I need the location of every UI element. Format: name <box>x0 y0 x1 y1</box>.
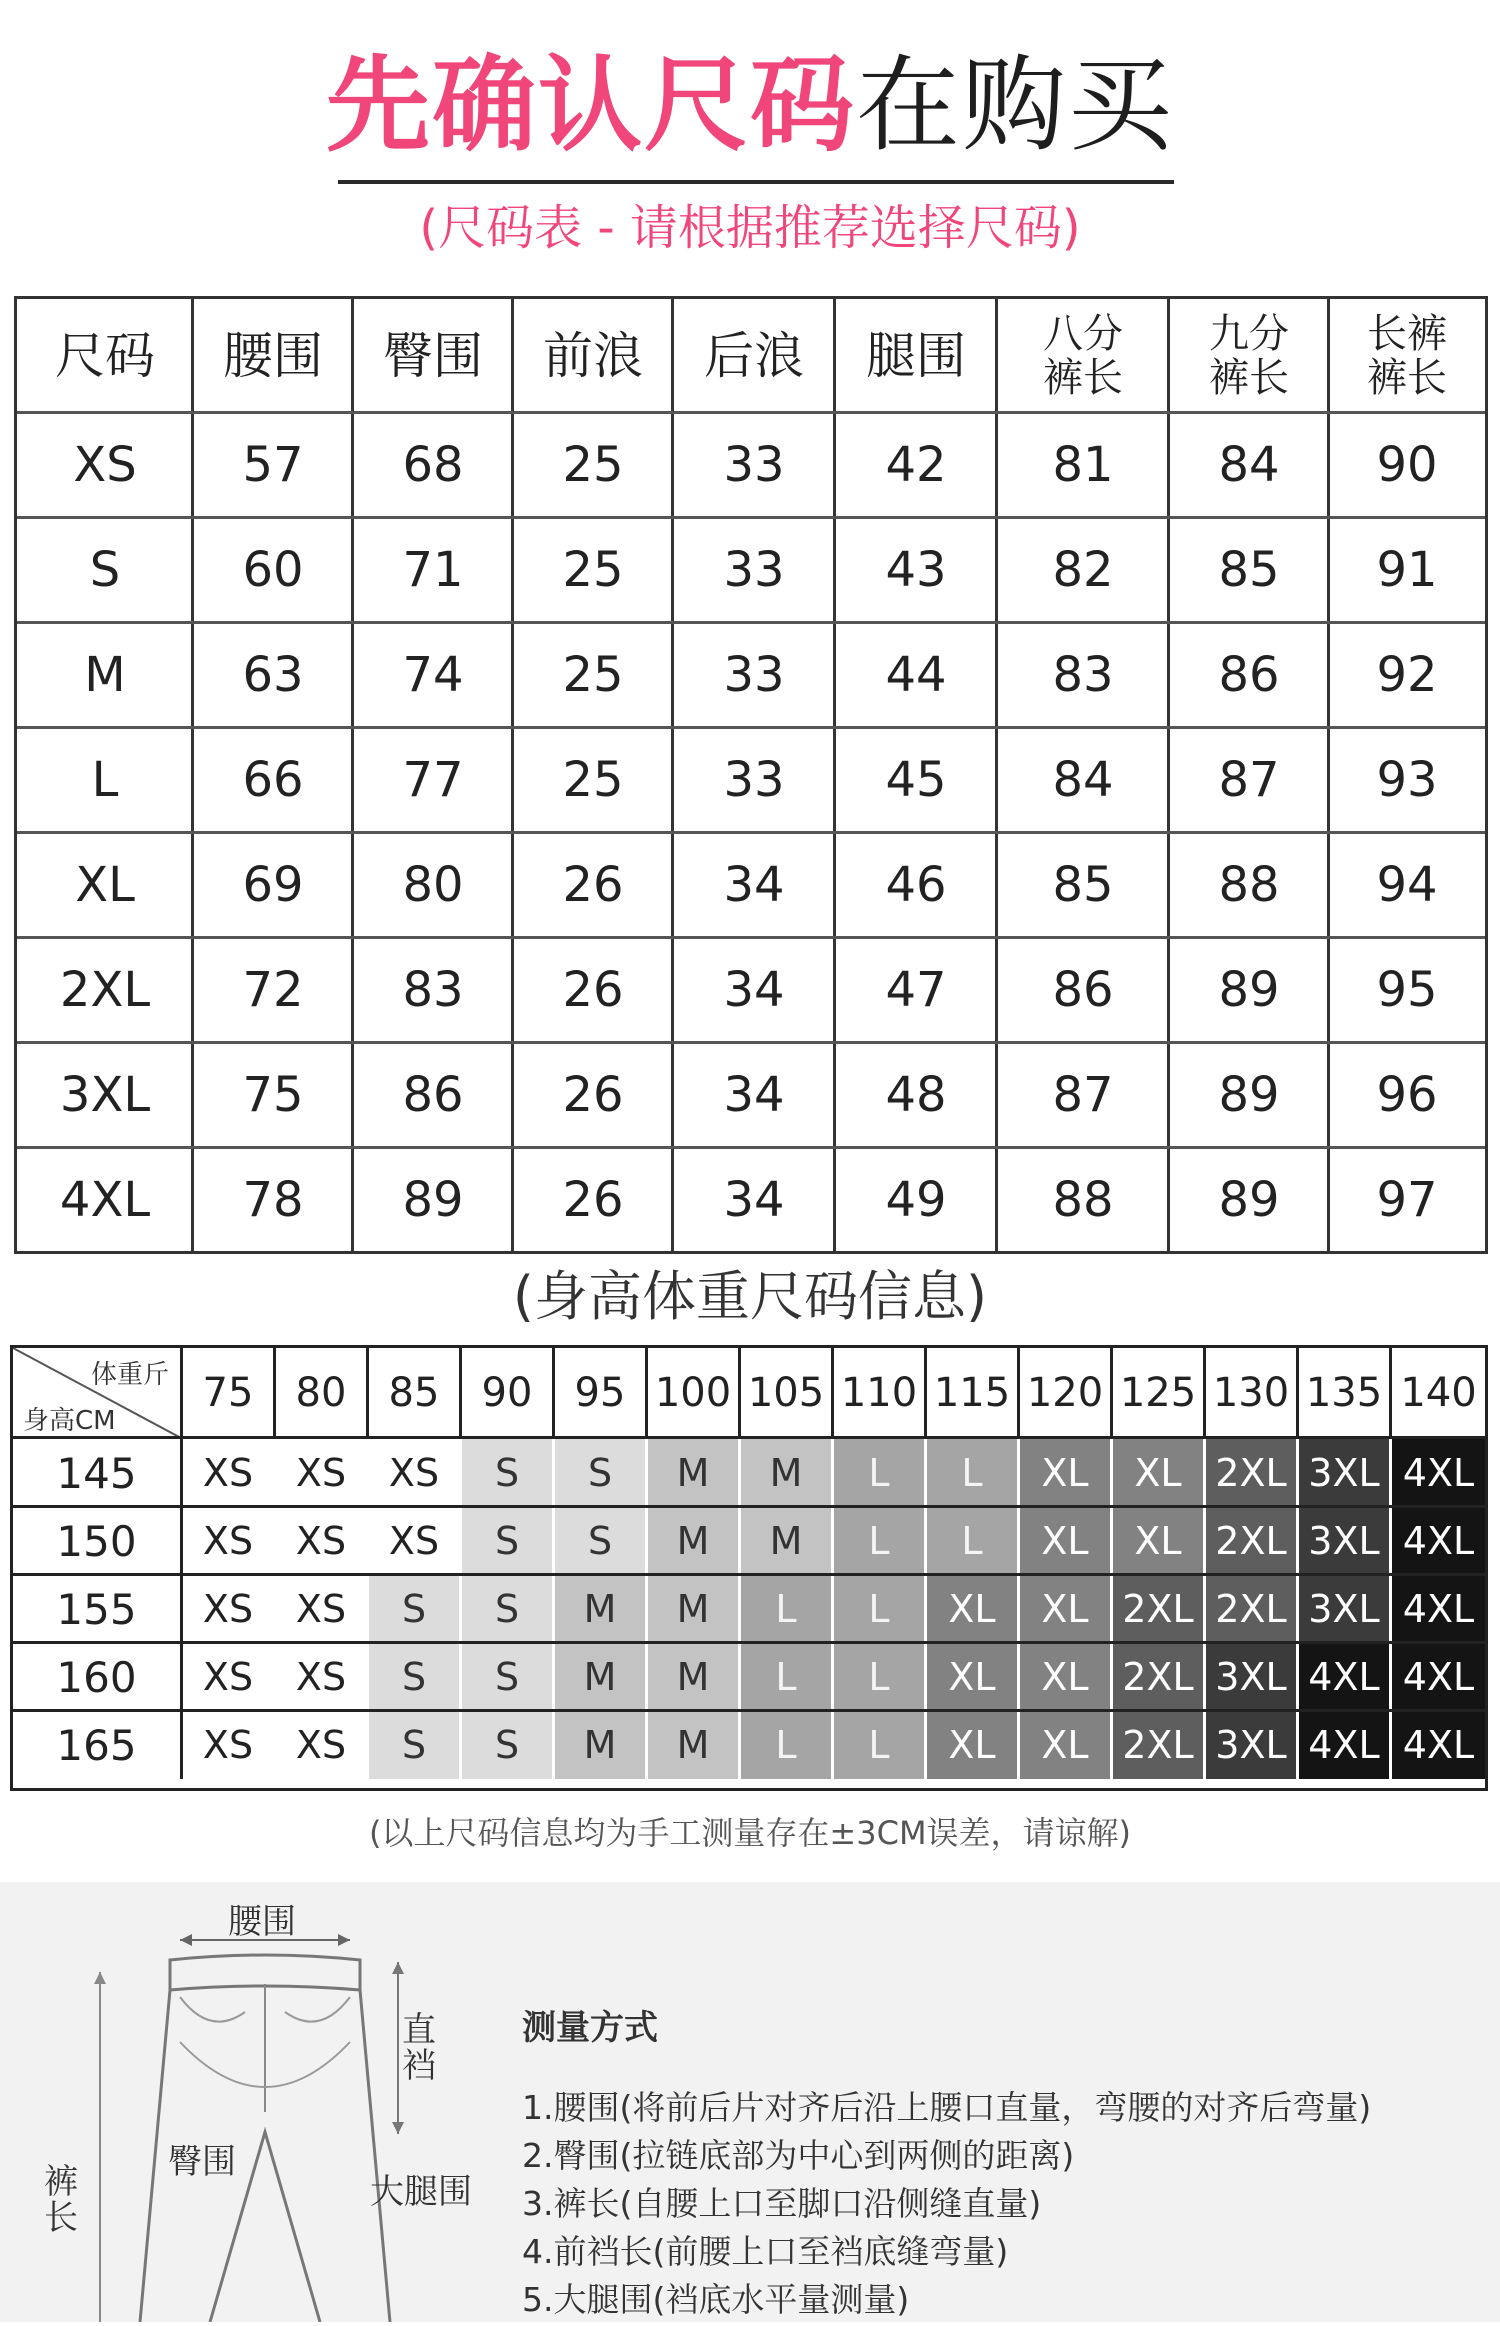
weight-header: 75 <box>183 1348 276 1438</box>
column-divider <box>1167 299 1170 1251</box>
measurement-cell: 33 <box>723 437 785 494</box>
size-recommendation-cell: XS <box>183 1575 276 1643</box>
size-recommendation-cell: S <box>555 1439 648 1507</box>
measurement-cell: 63 <box>242 647 304 704</box>
measurement-cell: 97 <box>1376 1172 1438 1229</box>
measurement-cell: 89 <box>1218 1067 1280 1124</box>
measurement-cell: 85 <box>1218 542 1280 599</box>
measurement-cell: 66 <box>242 752 304 809</box>
column-divider <box>191 299 194 1251</box>
column-header: 后浪 <box>704 326 804 385</box>
measurement-cell: 46 <box>885 857 947 914</box>
figure-label-hip: 臀围 <box>168 2142 236 2182</box>
row-divider <box>17 726 1485 729</box>
size-recommendation-cell: L <box>741 1575 834 1643</box>
weight-header: 95 <box>555 1348 648 1438</box>
measurement-item: 2.臀围(拉链底部为中心到两侧的距离) <box>522 2136 1075 2175</box>
size-recommendation-cell: 2XL <box>1206 1439 1299 1507</box>
size-recommendation-cell: 4XL <box>1392 1439 1485 1507</box>
column-header: 八分 裤长 <box>1043 311 1123 401</box>
size-table-header-row <box>17 299 1485 413</box>
pants-diagram <box>30 1902 500 2322</box>
size-recommendation-cell: 3XL <box>1206 1711 1299 1779</box>
title-rest: 在购买 <box>856 44 1175 166</box>
size-recommendation-cell: M <box>648 1439 741 1507</box>
height-weight-table <box>10 1345 1488 1791</box>
column-header: 腰围 <box>223 326 323 385</box>
size-recommendation-cell: 4XL <box>1392 1643 1485 1711</box>
row-divider <box>13 1573 1485 1576</box>
measurement-cell: 60 <box>242 542 304 599</box>
size-recommendation-cell: XS <box>369 1439 462 1507</box>
size-recommendation-cell: 2XL <box>1113 1575 1206 1643</box>
measurement-cell: 25 <box>562 647 624 704</box>
size-recommendation-cell: XS <box>369 1507 462 1575</box>
size-recommendation-cell: XS <box>183 1439 276 1507</box>
footnote: (以上尺码信息均为手工测量存在±3CM误差，请谅解) <box>368 1814 1132 1852</box>
row-divider <box>13 1709 1485 1712</box>
size-table-row <box>17 833 1485 938</box>
size-recommendation-cell: 2XL <box>1206 1575 1299 1643</box>
size-chart-table <box>14 296 1488 1254</box>
weight-header: 105 <box>741 1348 834 1438</box>
size-table-row <box>17 938 1485 1043</box>
measurement-cell: 34 <box>723 1172 785 1229</box>
height-row-header: 150 <box>13 1507 183 1575</box>
measurement-cell: 81 <box>1052 437 1114 494</box>
measurement-cell: 87 <box>1052 1067 1114 1124</box>
size-recommendation-cell: M <box>648 1575 741 1643</box>
corner-height-label: 身高CM <box>23 1406 116 1436</box>
measurement-cell: 86 <box>1052 962 1114 1019</box>
size-label-cell: L <box>91 752 119 809</box>
size-recommendation-cell: XS <box>183 1643 276 1711</box>
size-recommendation-cell: L <box>741 1643 834 1711</box>
measurement-cell: 96 <box>1376 1067 1438 1124</box>
size-recommendation-cell: S <box>369 1711 462 1779</box>
size-label-cell: XS <box>73 437 137 494</box>
row-divider <box>13 1641 1485 1644</box>
measurement-cell: 83 <box>402 962 464 1019</box>
measurement-cell: 49 <box>885 1172 947 1229</box>
page-title <box>0 40 1500 170</box>
measurement-cell: 33 <box>723 752 785 809</box>
weight-header: 125 <box>1113 1348 1206 1438</box>
size-recommendation-cell: XL <box>1020 1711 1113 1779</box>
size-recommendation-cell: S <box>462 1507 555 1575</box>
size-recommendation-cell: M <box>648 1711 741 1779</box>
measurement-cell: 26 <box>562 1067 624 1124</box>
measurement-title: 测量方式 <box>522 2008 658 2048</box>
size-recommendation-cell: 4XL <box>1299 1711 1392 1779</box>
column-divider <box>511 299 514 1251</box>
size-recommendation-cell: L <box>927 1439 1020 1507</box>
row-divider <box>17 411 1485 414</box>
body-info-caption: (身高体重尺码信息) <box>512 1265 988 1328</box>
size-recommendation-cell: M <box>741 1439 834 1507</box>
measurement-cell: 74 <box>402 647 464 704</box>
figure-label-waist: 腰围 <box>228 1902 296 1942</box>
measurement-cell: 26 <box>562 1172 624 1229</box>
measurement-cell: 26 <box>562 857 624 914</box>
measurement-cell: 34 <box>723 962 785 1019</box>
measurement-cell: 75 <box>242 1067 304 1124</box>
size-recommendation-cell: XL <box>1020 1439 1113 1507</box>
measurement-cell: 85 <box>1052 857 1114 914</box>
size-recommendation-cell: XL <box>927 1711 1020 1779</box>
size-recommendation-cell: L <box>834 1711 927 1779</box>
title-highlight: 先确认尺码 <box>325 44 856 166</box>
size-table-row <box>17 623 1485 728</box>
measurement-cell: 43 <box>885 542 947 599</box>
size-recommendation-cell: M <box>648 1507 741 1575</box>
size-recommendation-cell: S <box>462 1643 555 1711</box>
size-recommendation-cell: XL <box>1113 1439 1206 1507</box>
measurement-cell: 44 <box>885 647 947 704</box>
row-divider <box>17 516 1485 519</box>
weight-header: 120 <box>1020 1348 1113 1438</box>
measurement-cell: 94 <box>1376 857 1438 914</box>
size-recommendation-cell: XL <box>1020 1507 1113 1575</box>
weight-header: 85 <box>369 1348 462 1438</box>
row-divider <box>17 1146 1485 1149</box>
size-recommendation-cell: L <box>834 1575 927 1643</box>
size-recommendation-cell: XS <box>276 1507 369 1575</box>
size-label-cell: M <box>84 647 126 704</box>
measurement-cell: 84 <box>1218 437 1280 494</box>
measurement-cell: 48 <box>885 1067 947 1124</box>
size-recommendation-cell: 2XL <box>1113 1643 1206 1711</box>
column-divider <box>671 299 674 1251</box>
measurement-cell: 25 <box>562 752 624 809</box>
size-recommendation-cell: M <box>555 1575 648 1643</box>
measurement-cell: 80 <box>402 857 464 914</box>
size-recommendation-cell: M <box>555 1711 648 1779</box>
measurement-cell: 25 <box>562 437 624 494</box>
size-recommendation-cell: 2XL <box>1113 1711 1206 1779</box>
size-recommendation-cell: M <box>648 1643 741 1711</box>
measurement-cell: 69 <box>242 857 304 914</box>
measurement-item: 5.大腿围(裆底水平量测量) <box>522 2280 910 2319</box>
size-label-cell: 3XL <box>59 1067 151 1124</box>
size-recommendation-cell: M <box>555 1643 648 1711</box>
column-divider <box>995 299 998 1251</box>
size-recommendation-cell: XS <box>276 1643 369 1711</box>
measurement-cell: 89 <box>1218 962 1280 1019</box>
size-table-row <box>17 728 1485 833</box>
column-header: 尺码 <box>55 326 155 385</box>
measurement-cell: 90 <box>1376 437 1438 494</box>
measurement-cell: 77 <box>402 752 464 809</box>
measurement-cell: 34 <box>723 1067 785 1124</box>
size-recommendation-cell: S <box>369 1575 462 1643</box>
weight-header: 100 <box>648 1348 741 1438</box>
measurement-cell: 83 <box>1052 647 1114 704</box>
size-recommendation-cell: S <box>555 1507 648 1575</box>
row-divider <box>17 621 1485 624</box>
title-underline <box>338 180 1174 184</box>
measurement-cell: 86 <box>1218 647 1280 704</box>
size-recommendation-cell: S <box>462 1439 555 1507</box>
measurement-cell: 92 <box>1376 647 1438 704</box>
row-divider <box>17 831 1485 834</box>
corner-weight-label: 体重斤 <box>91 1360 170 1390</box>
measurement-cell: 84 <box>1052 752 1114 809</box>
size-recommendation-cell: XS <box>276 1439 369 1507</box>
size-recommendation-cell: M <box>741 1507 834 1575</box>
figure-label-rise: 直裆 <box>402 2010 436 2086</box>
measurement-cell: 89 <box>402 1172 464 1229</box>
height-row-header: 145 <box>13 1439 183 1507</box>
size-recommendation-cell: XL <box>927 1575 1020 1643</box>
size-recommendation-cell: S <box>462 1575 555 1643</box>
column-header: 腿围 <box>866 326 966 385</box>
measurement-cell: 57 <box>242 437 304 494</box>
subtitle: (尺码表 - 请根据推荐选择尺码) <box>419 200 1081 256</box>
weight-header: 140 <box>1400 1370 1477 1416</box>
column-divider <box>833 299 836 1251</box>
size-recommendation-cell: 4XL <box>1392 1507 1485 1575</box>
row-divider <box>13 1505 1485 1508</box>
measurement-cell: 88 <box>1218 857 1280 914</box>
size-label-cell: 2XL <box>59 962 151 1019</box>
size-recommendation-cell: S <box>462 1711 555 1779</box>
row-divider <box>17 936 1485 939</box>
measurement-cell: 33 <box>723 542 785 599</box>
measurement-cell: 47 <box>885 962 947 1019</box>
measurement-cell: 89 <box>1218 1172 1280 1229</box>
size-recommendation-cell: XS <box>183 1711 276 1779</box>
measurement-cell: 95 <box>1376 962 1438 1019</box>
size-table-row <box>17 1148 1485 1253</box>
weight-header: 115 <box>927 1348 1020 1438</box>
measurement-cell: 45 <box>885 752 947 809</box>
size-table-row <box>17 413 1485 518</box>
size-recommendation-cell: 3XL <box>1299 1507 1392 1575</box>
size-recommendation-cell: 2XL <box>1206 1507 1299 1575</box>
size-recommendation-cell: XL <box>1020 1643 1113 1711</box>
column-divider <box>1327 299 1330 1251</box>
measurement-cell: 33 <box>723 647 785 704</box>
height-row-header: 165 <box>13 1711 183 1779</box>
column-header: 臀围 <box>383 326 483 385</box>
size-recommendation-cell: L <box>927 1507 1020 1575</box>
size-recommendation-cell: 3XL <box>1299 1439 1392 1507</box>
height-row-header: 160 <box>13 1643 183 1711</box>
measurement-item: 4.前裆长(前腰上口至裆底缝弯量) <box>522 2232 1009 2271</box>
size-recommendation-cell: 4XL <box>1392 1711 1485 1779</box>
measurement-cell: 86 <box>402 1067 464 1124</box>
size-label-cell: 4XL <box>59 1172 151 1229</box>
measurement-cell: 34 <box>723 857 785 914</box>
size-recommendation-cell: XS <box>276 1711 369 1779</box>
measurement-cell: 88 <box>1052 1172 1114 1229</box>
measurement-cell: 71 <box>402 542 464 599</box>
weight-header: 130 <box>1206 1348 1299 1438</box>
size-recommendation-cell: XL <box>1113 1507 1206 1575</box>
size-table-row <box>17 518 1485 623</box>
measurement-cell: 42 <box>885 437 947 494</box>
size-recommendation-cell: L <box>834 1439 927 1507</box>
corner-cell <box>13 1348 183 1438</box>
column-header: 长裤 裤长 <box>1367 311 1447 401</box>
pants-icon <box>30 1902 500 2322</box>
size-recommendation-cell: 4XL <box>1299 1643 1392 1711</box>
measurement-cell: 78 <box>242 1172 304 1229</box>
measurement-panel <box>0 1882 1500 2322</box>
weight-header: 110 <box>834 1348 927 1438</box>
height-row-header: 155 <box>13 1575 183 1643</box>
weight-header: 80 <box>276 1348 369 1438</box>
figure-label-thigh: 大腿围 <box>370 2172 472 2212</box>
size-recommendation-cell: S <box>369 1643 462 1711</box>
measurement-cell: 91 <box>1376 542 1438 599</box>
size-label-cell: S <box>89 542 121 599</box>
weight-header: 135 <box>1299 1348 1392 1438</box>
size-recommendation-cell: L <box>834 1643 927 1711</box>
column-header: 前浪 <box>543 326 643 385</box>
column-divider <box>351 299 354 1251</box>
measurement-item: 3.裤长(自腰上口至脚口沿侧缝直量) <box>522 2184 1042 2223</box>
measurement-cell: 26 <box>562 962 624 1019</box>
size-recommendation-cell: 3XL <box>1299 1575 1392 1643</box>
size-table-row <box>17 1043 1485 1148</box>
size-recommendation-cell: XS <box>276 1575 369 1643</box>
row-divider <box>17 1041 1485 1044</box>
figure-label-length: 裤长 <box>44 2162 78 2238</box>
size-recommendation-cell: XS <box>183 1507 276 1575</box>
measurement-cell: 87 <box>1218 752 1280 809</box>
size-label-cell: XL <box>75 857 135 914</box>
size-recommendation-cell: XL <box>1020 1575 1113 1643</box>
size-recommendation-cell: XL <box>927 1643 1020 1711</box>
measurement-cell: 68 <box>402 437 464 494</box>
size-recommendation-cell: L <box>741 1711 834 1779</box>
measurement-cell: 72 <box>242 962 304 1019</box>
weight-header: 90 <box>462 1348 555 1438</box>
measurement-item: 1.腰围(将前后片对齐后沿上腰口直量，弯腰的对齐后弯量) <box>522 2088 1372 2127</box>
size-recommendation-cell: 3XL <box>1206 1643 1299 1711</box>
measurement-cell: 93 <box>1376 752 1438 809</box>
column-header: 九分 裤长 <box>1209 311 1289 401</box>
size-recommendation-cell: L <box>834 1507 927 1575</box>
measurement-cell: 82 <box>1052 542 1114 599</box>
size-recommendation-cell: 4XL <box>1392 1575 1485 1643</box>
measurement-cell: 25 <box>562 542 624 599</box>
